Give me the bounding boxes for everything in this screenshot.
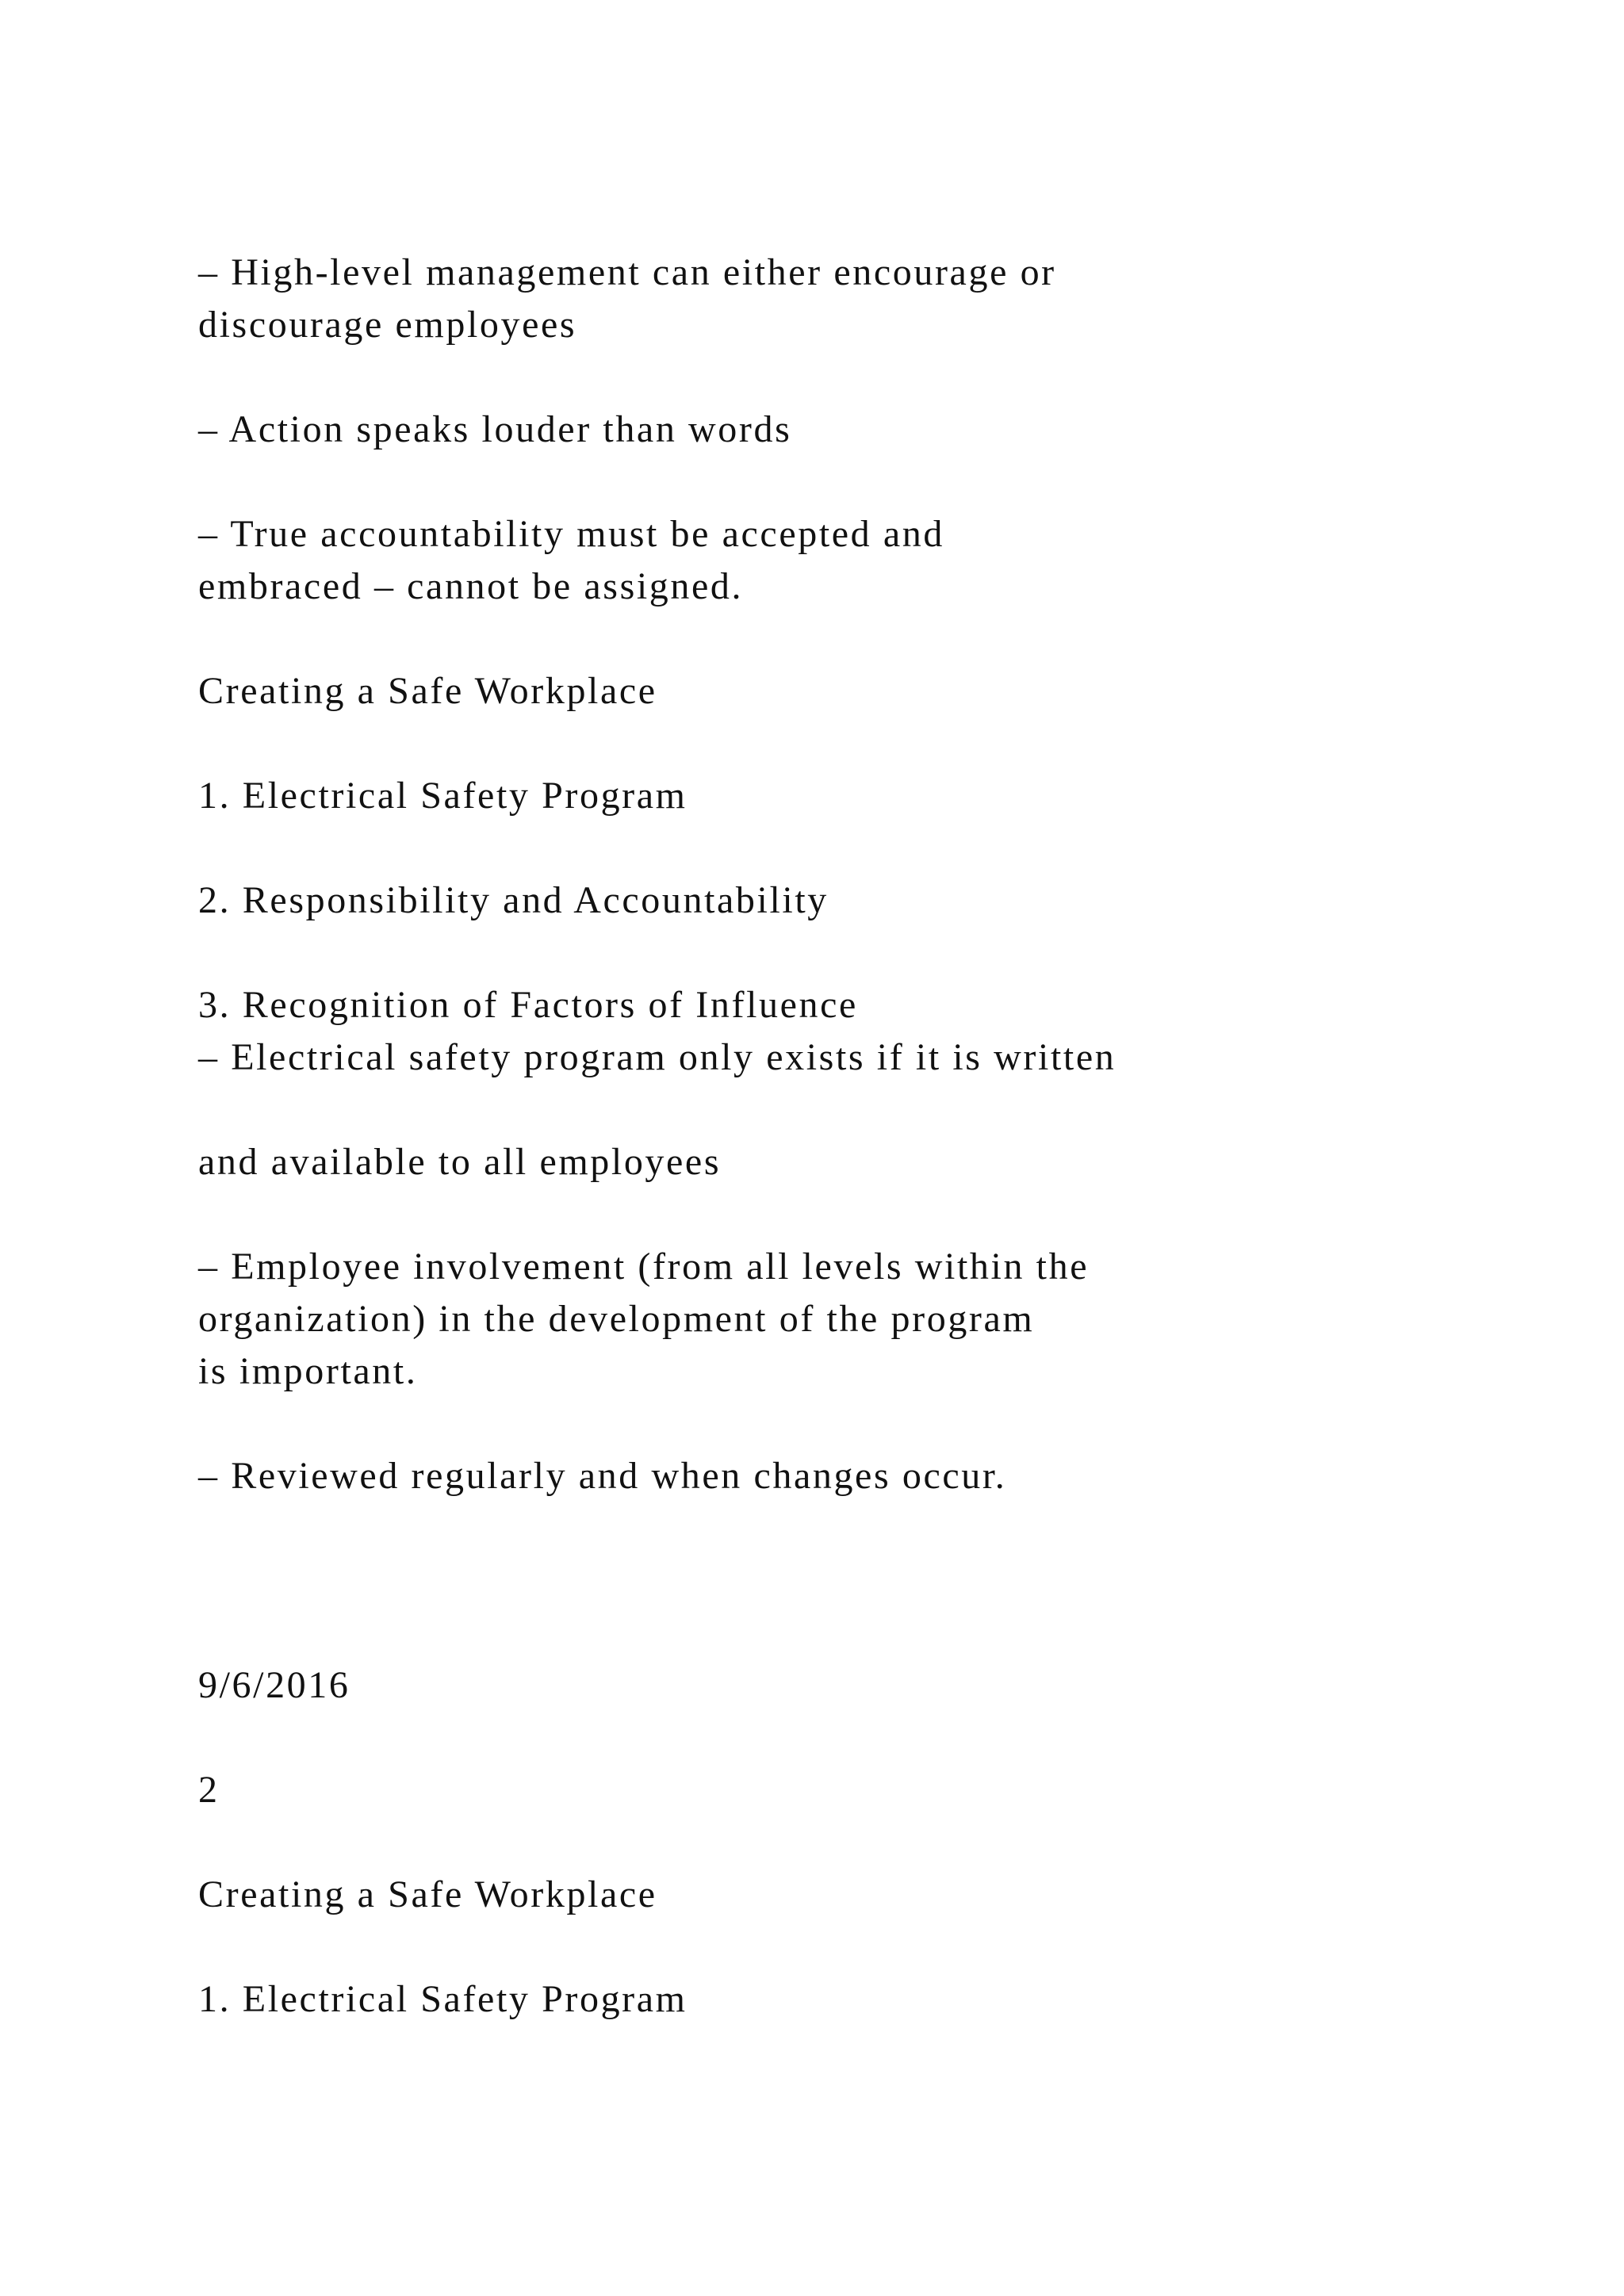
bullet-involvement-line-2: organization) in the development of the program	[198, 1298, 1035, 1340]
list-item-3: 3. Recognition of Factors of Influence	[198, 984, 858, 1026]
bullet-written-program-line-2: and available to all employees	[198, 1141, 722, 1183]
list-item-2: 2. Responsibility and Accountability	[198, 879, 829, 921]
list-item-1-repeat: 1. Electrical Safety Program	[198, 1978, 688, 2020]
slide-number: 2	[198, 1769, 220, 1811]
bullet-action-speaks: – Action speaks louder than words	[198, 408, 792, 450]
bullet-management-line-2: discourage employees	[198, 304, 577, 346]
bullet-involvement-line-1: – Employee involvement (from all levels within the	[198, 1246, 1090, 1288]
bullet-written-program-line-1: – Electrical safety program only exists if it is written	[198, 1036, 1116, 1078]
bullet-management-line-1: – High-level management can either encourage or	[198, 251, 1056, 293]
slide-date: 9/6/2016	[198, 1664, 350, 1706]
section-heading-repeat: Creating a Safe Workplace	[198, 1873, 657, 1915]
bullet-involvement-line-3: is important.	[198, 1350, 418, 1392]
bullet-accountability-line-1: – True accountability must be accepted and	[198, 513, 944, 555]
bullet-reviewed: – Reviewed regularly and when changes occur.	[198, 1455, 1007, 1497]
list-item-1: 1. Electrical Safety Program	[198, 775, 688, 817]
section-heading: Creating a Safe Workplace	[198, 670, 657, 712]
bullet-accountability-line-2: embraced – cannot be assigned.	[198, 565, 744, 607]
